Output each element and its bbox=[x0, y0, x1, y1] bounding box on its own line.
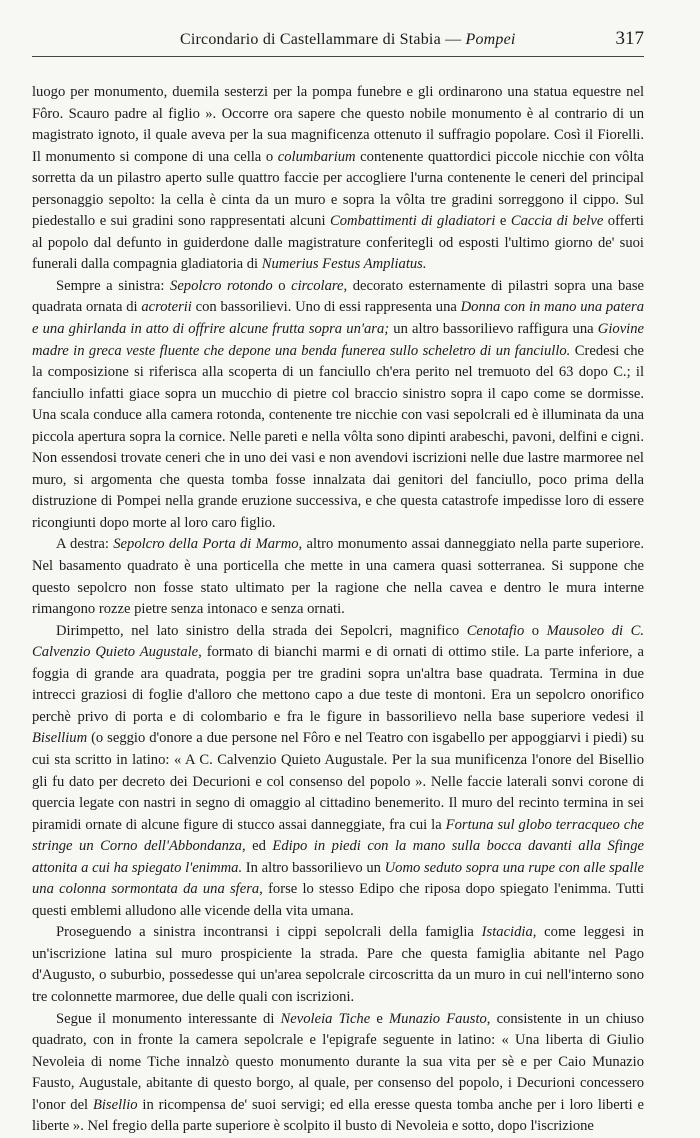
running-header bbox=[32, 28, 644, 57]
italic-phrase: Bisellio bbox=[92, 1096, 138, 1113]
text-run: Dirimpetto, nel lato sinistro della strada dei Sepolcri, magnifico bbox=[56, 622, 467, 639]
text-run: ed bbox=[245, 838, 273, 855]
paragraph bbox=[32, 276, 644, 535]
italic-phrase: Edipo in piedi con la mano sulla bocca davanti alla Sfinge attonita a cui ha spiegato l'enimma. bbox=[32, 838, 644, 876]
italic-phrase: Sepolcro rotondo bbox=[170, 277, 273, 294]
text-run: luogo per monumento, duemila sesterzi per la pompa funebre e gli ordinarono una statua equestre nel Fôro. Scauro padre al figlio ». Occorre ora sapere che questo nobile monumento è al contrario di un magistrato ignoto, il quale aveva per la sua magnificenza ottenuto il suffragio popolare. Così il Fiorelli. Il monumento si compone di una cella o bbox=[32, 84, 644, 165]
italic-phrase: Caccia di belve bbox=[510, 213, 604, 230]
text-run: In altro bassorilievo un bbox=[242, 859, 385, 876]
italic-phrase: circolare, bbox=[291, 277, 348, 294]
italic-phrase: Numerius Festus Ampliatus. bbox=[261, 256, 427, 273]
running-title-place: Pompei bbox=[465, 31, 516, 48]
text-run: forse lo stesso Edipo che riposa dopo spiegato l'enimma. Tutti questi emblemi alludono alle vicende della vita umana. bbox=[32, 881, 644, 919]
italic-phrase: Donna con in mano una patera e una ghirlanda in atto di offrire alcune frutta sopra un'ara; bbox=[32, 299, 644, 338]
italic-phrase: Nevoleia Tiche bbox=[280, 1010, 371, 1027]
running-title-text: Circondario di Castellammare di Stabia — bbox=[180, 31, 462, 48]
italic-phrase: Mausoleo di C. Calvenzio Quieto Augustale, bbox=[32, 622, 645, 661]
text-run: Credesi che la composizione si riferisca alla scoperta di un fanciullo ch'era perito nel tremuoto del 63 dopo C.; il fanciullo infatti giace sopra un mucchio di pietre col braccio sinistro sopra il capo come se dormisse. Una scala conduce alla camera rotonda, contenente tre nicchie con vasi sepolcrali ed è illuminata da una piccola apertura sopra la cornice. Nelle pareti e nella vôlta sono dipinti arabeschi, pavoni, delfini e cigni. Non essendosi trovate ceneri che in uno dei vasi e non avendovi iscrizioni nelle due lastre marmoree nel muro, si argomenta che questa tomba fosse innalzata dai genitori del fanciullo, poco prima della distruzione di Pompei nella grande eruzione successiva, e che questa catastrofe impedisse loro di essere ricongiunti dopo morte al loro caro figlio. bbox=[32, 342, 644, 531]
paragraph bbox=[32, 534, 644, 620]
running-title bbox=[180, 31, 516, 49]
paragraph bbox=[32, 1009, 644, 1138]
paragraph bbox=[32, 922, 644, 1008]
text-run: con bassorilievi. Uno di essi rappresenta una bbox=[191, 299, 461, 316]
text-run: A destra: bbox=[56, 536, 114, 553]
italic-phrase: columbarium bbox=[277, 148, 356, 165]
paragraph bbox=[32, 82, 644, 276]
text-run: altro monumento assai danneggiato nella parte superiore. Nel basamento quadrato è una porticella che mette in una camera quasi sotterranea. Si suppone che questo sepolcro non fosse stato ultimato per la ragione che nella cavea e dentro le mura interne rimangono rozze pietre senza intonaco e senza ornati. bbox=[32, 536, 644, 618]
text-run: e bbox=[370, 1010, 390, 1027]
text-run: formato di bianchi marmi e di ornati di ottimo stile. La parte inferiore, a foggia di grande ara quadrata, poggia per tre gradini sopra un'altra base quadrata. Termina in due intrecci graziosi di foglie d'alloro che mettono capo a due teste di montoni. Era un sepolcro onorifico perchè privo di porta e di colombario e fra le figure in bassorilievo nella base superiore vedesi il bbox=[32, 644, 644, 725]
body-text bbox=[32, 82, 644, 1138]
italic-phrase: Sepolcro della Porta di Marmo, bbox=[113, 536, 303, 553]
italic-phrase: Uomo seduto sopra una rupe con alle spalle una colonna sormontata da una sfera, bbox=[32, 859, 644, 898]
text-run: un altro bassorilievo raffigura una bbox=[389, 321, 598, 338]
italic-phrase: Cenotafio bbox=[466, 622, 525, 639]
italic-phrase: Munazio Fausto, bbox=[389, 1010, 491, 1027]
text-run: decorato esternamente di pilastri sopra una base quadrata ornata di bbox=[32, 277, 644, 316]
italic-phrase: Bisellium bbox=[32, 730, 88, 747]
italic-phrase: acroterii bbox=[141, 299, 192, 316]
text-run: Sempre a sinistra: bbox=[56, 277, 171, 294]
text-run: come leggesi in un'iscrizione latina sul muro prospiciente la strada. Pare che questa famiglia abitante nel Pago d'Augusto, o suburbio, possedesse qui un'area sepolcrale circoscritta da un muro in cui nell'interno sono tre colonnette marmoree, due delle quali con iscrizioni. bbox=[32, 924, 644, 1005]
text-run: contenente quattordici piccole nicchie con vôlta sorretta da un pilastro aperto sulle quattro faccie per accogliere l'urna contenente le ceneri del principal personaggio sepolto: la cella è cinta da un muro e sopra la vôlta tre gradini sorreggono il cippo. Sul piedestallo e sui gradini sono rappresentati alcuni bbox=[32, 148, 645, 230]
paragraph bbox=[32, 621, 644, 923]
italic-phrase: Fortuna sul globo terracqueo che stringe un Corno dell'Abbondanza, bbox=[32, 816, 644, 855]
text-run: o bbox=[272, 277, 292, 294]
text-run: (o seggio d'onore a due persone nel Fôro e nel Teatro con isgabello per appoggiarvi i piedi) su cui sta scritto in latino: « A C. Calvenzio Quieto Augustale. Per la sua munificenza l'onore del Bisellio gli fu dato per decreto dei Decurioni e col consenso del popolo ». Nelle faccie laterali sonvi corone di quercia legate con nastri in segno di omaggio al cittadino benemerito. Il muro del recinto termina in sei piramidi ornate di alcune figure di stucco assai danneggiate, fra cui la bbox=[32, 730, 644, 833]
italic-phrase: Combattimenti di gladiatori bbox=[330, 213, 496, 230]
text-run: Proseguendo a sinistra incontransi i cippi sepolcrali della famiglia bbox=[56, 924, 482, 941]
page-number: 317 bbox=[615, 28, 644, 49]
text-run: consistente in un chiuso quadrato, con in fronte la camera sepolcrale e l'epigrafe seguente in latino: « Una liberta di Giulio Nevoleia di nome Tiche innalzò questo monumento durante la sua vita per sè e per Caio Munazio Fausto, Augustale, abitante di questo borgo, al quale, per consenso del popolo, i Decurioni concessero l'onor del bbox=[32, 1010, 644, 1113]
text-run: o bbox=[524, 622, 547, 639]
italic-phrase: Giovine madre in greca veste fluente che depone una benda funerea sullo scheletro di un fanciullo. bbox=[32, 321, 644, 359]
text-run: e bbox=[495, 213, 511, 230]
text-run: offerti al popolo dal defunto in guiderdone dalle magistrature conferitegli od esposti l'ultimo giorno de' suoi funerali dalla compagnia gladiatoria di bbox=[32, 213, 644, 273]
text-run: in ricompensa de' suoi servigi; ed ella eresse questa tomba anche per i loro liberti e liberte ». Nel fregio della parte superiore è scolpito il busto di Nevoleia e sotto, dopo l'iscrizione bbox=[32, 1096, 644, 1135]
italic-phrase: Istacidia, bbox=[481, 924, 537, 941]
text-run: Segue il monumento interessante di bbox=[56, 1010, 281, 1027]
